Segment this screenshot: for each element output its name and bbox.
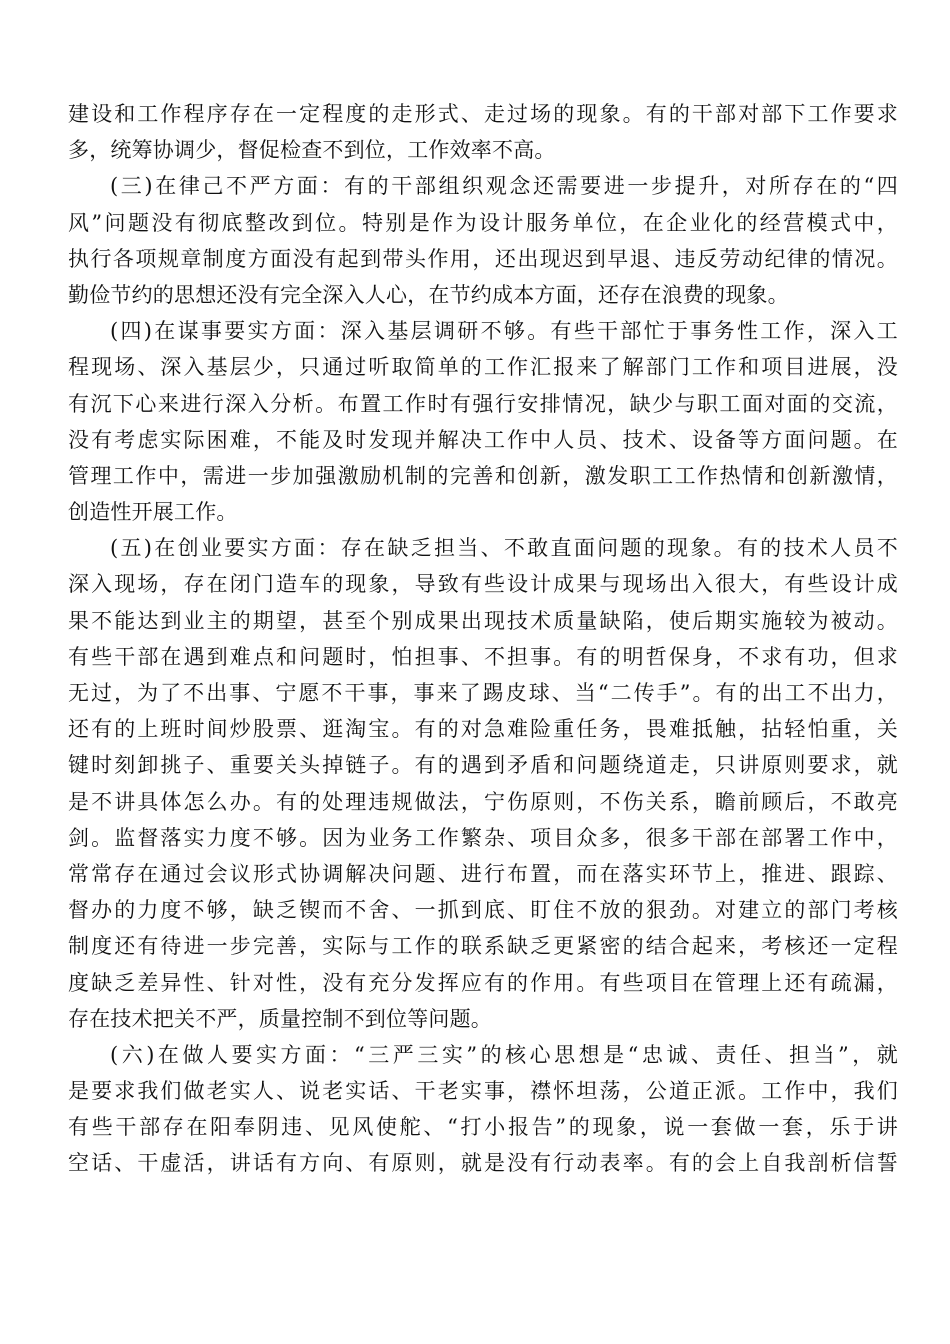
- text-line: 建设和工作程序存在一定程度的走形式、走过场的现象。有的干部对部下工作要求: [68, 102, 898, 126]
- text-line: 制度还有待进一步完善，实际与工作的联系缺乏更紧密的结合起来，考核还一定程: [68, 934, 898, 959]
- text-line: 有些干部存在阳奉阴违、见风使舵、“打小报告”的现象，说一套做一套，乐于讲: [68, 1115, 898, 1140]
- text-line: 程现场、深入基层少，只通过听取简单的工作汇报来了解部门工作和项目进展，没: [68, 355, 898, 380]
- text-line: 常常存在通过会议形式协调解决问题、进行布置，而在落实环节上，推进、跟踪、: [68, 861, 898, 886]
- text-line: 创造性开展工作。: [68, 500, 238, 525]
- text-line: 是要求我们做老实人、说老实话、干老实事，襟怀坦荡，公道正派。工作中，我们: [68, 1079, 898, 1104]
- text-line: 空话、干虚活，讲话有方向、有原则，就是没有行动表率。有的会上自我剖析信誓: [68, 1151, 898, 1176]
- text-line: 是不讲具体怎么办。有的处理违规做法，宁伤原则，不伤关系，瞻前顾后，不敢亮: [68, 789, 898, 814]
- text-line: 果不能达到业主的期望，甚至个别成果出现技术质量缺陷，使后期实施较为被动。: [68, 608, 898, 633]
- text-line: 风”问题没有彻底整改到位。特别是作为设计服务单位，在企业化的经营模式中，: [68, 210, 898, 235]
- text-line: 督办的力度不够，缺乏锲而不舍、一抓到底、盯住不放的狠劲。对建立的部门考核: [68, 898, 898, 923]
- text-line: (五)在创业要实方面：存在缺乏担当、不敢直面问题的现象。有的技术人员不: [110, 536, 898, 561]
- text-line: 勤俭节约的思想还没有完全深入人心，在节约成本方面，还存在浪费的现象。: [68, 282, 789, 307]
- text-line: 多，统筹协调少，督促检查不到位，工作效率不高。: [68, 138, 556, 163]
- text-line: 有沉下心来进行深入分析。布置工作时有强行安排情况，缺少与职工面对面的交流，: [68, 391, 898, 416]
- text-line: (四)在谋事要实方面：深入基层调研不够。有些干部忙于事务性工作，深入工: [110, 319, 898, 344]
- text-line: 还有的上班时间炒股票、逛淘宝。有的对急难险重任务，畏难抵触，拈轻怕重，关: [68, 717, 898, 742]
- text-line: 存在技术把关不严，质量控制不到位等问题。: [68, 1006, 492, 1031]
- text-line: 剑。监督落实力度不够。因为业务工作繁杂、项目众多，很多干部在部署工作中，: [68, 825, 898, 850]
- text-line: 键时刻卸挑子、重要关头掉链子。有的遇到矛盾和问题绕道走，只讲原则要求，就: [68, 753, 898, 778]
- text-line: (六)在做人要实方面：“三严三实”的核心思想是“忠诚、责任、担当”，就: [110, 1042, 898, 1067]
- text-line: 没有考虑实际困难，不能及时发现并解决工作中人员、技术、设备等方面问题。在: [68, 427, 898, 452]
- text-line: (三)在律己不严方面：有的干部组织观念还需要进一步提升，对所存在的“四: [110, 174, 898, 199]
- document-body: [68, 96, 898, 1182]
- text-line: 执行各项规章制度方面没有起到带头作用，还出现迟到早退、违反劳动纪律的情况。: [68, 246, 898, 271]
- text-line: 有些干部在遇到难点和问题时，怕担事、不担事。有的明哲保身，不求有功，但求: [68, 644, 898, 669]
- text-line: 管理工作中，需进一步加强激励机制的完善和创新，激发职工工作热情和创新激情，: [68, 463, 898, 488]
- text-line: 无过，为了不出事、宁愿不干事，事来了踢皮球、当“二传手”。有的出工不出力，: [68, 681, 898, 705]
- text-line: 深入现场，存在闭门造车的现象，导致有些设计成果与现场出入很大，有些设计成: [68, 572, 898, 597]
- text-line: 度缺乏差异性、针对性，没有充分发挥应有的作用。有些项目在管理上还有疏漏，: [68, 970, 898, 995]
